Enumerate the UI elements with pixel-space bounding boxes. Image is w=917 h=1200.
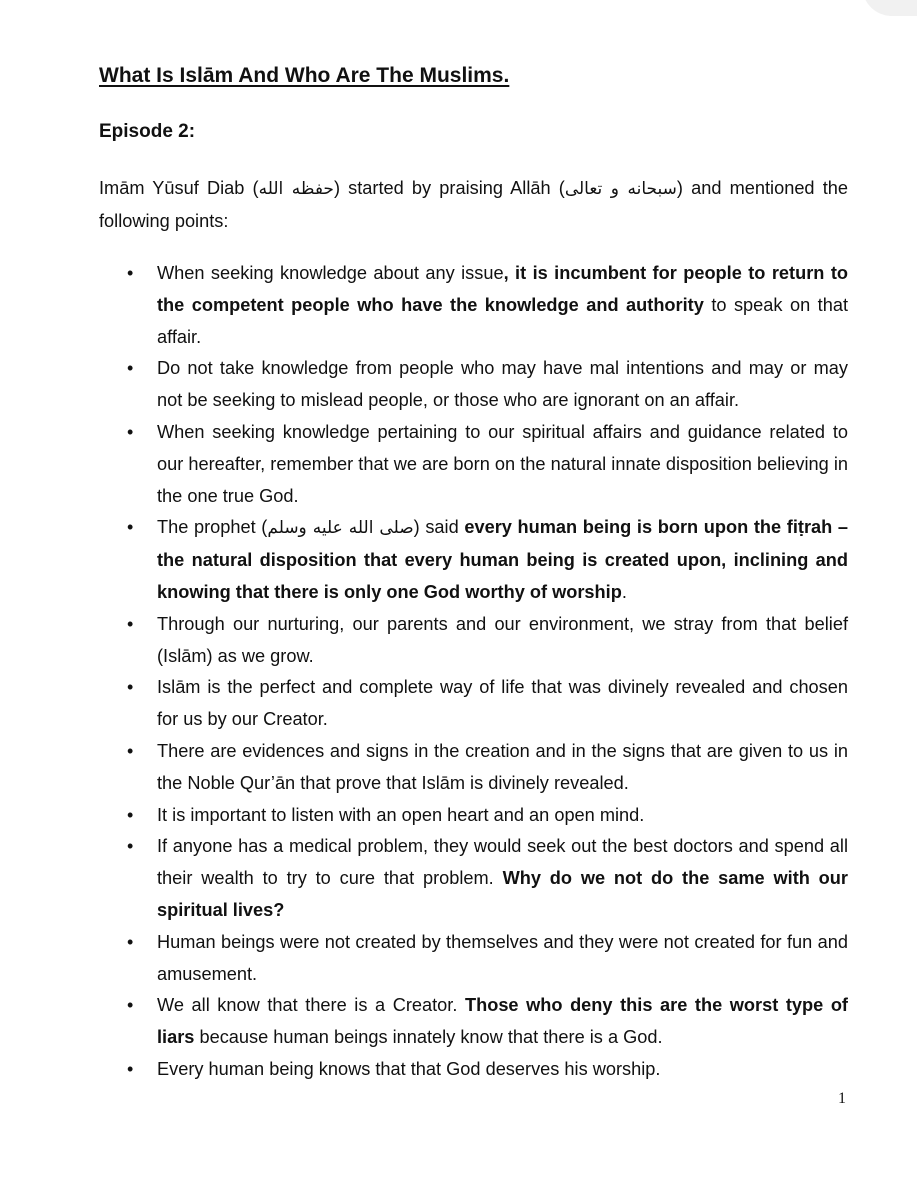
intro-paragraph: [99, 173, 848, 237]
list-item: • When seeking knowledge pertaining to our spiritual affairs and guidance related to our hereafter, remember that we are born on the natural innate disposition believing in the one true God.: [157, 417, 848, 512]
arabic-honorific: حفظه الله: [258, 179, 334, 199]
episode-heading: Episode 2:: [99, 121, 196, 142]
list-item: • Human beings were not created by themselves and they were not created for fun and amusement.: [157, 927, 848, 991]
list-item: • Through our nurturing, our parents and our environment, we stray from that belief (Islām) as we grow.: [157, 609, 848, 673]
list-item: • It is important to listen with an open heart and an open mind.: [157, 800, 848, 832]
list-item: • Every human being knows that that God deserves his worship.: [157, 1054, 848, 1086]
list-item: • We all know that there is a Creator. Those who deny this are the worst type of liars because human beings innately know that there is a God.: [157, 990, 848, 1054]
list-item: • If anyone has a medical problem, they would seek out the best doctors and spend all their wealth to try to cure that problem. Why do we not do the same with our spiritual lives?: [157, 831, 848, 926]
list-item: • There are evidences and signs in the creation and in the signs that are given to us in the Noble Qur’ān that prove that Islām is divinely revealed.: [157, 736, 848, 800]
corner-button[interactable]: [862, 0, 917, 16]
intro-text: ) and mentioned the following points:: [99, 178, 848, 231]
points-list: [0, 258, 917, 1086]
list-item: • The prophet (صلى الله عليه وسلم) said every human being is born upon the fiṭrah – the natural disposition that every human being is created upon, inclining and knowing that there is only one God worthy of worship.: [157, 512, 848, 608]
intro-text: Imām Yūsuf Diab (: [99, 178, 259, 198]
page-number: 1: [838, 1090, 846, 1107]
arabic-glorification: سبحانه و تعالى: [564, 179, 677, 199]
list-item: • Do not take knowledge from people who may have mal intentions and may or may not be seeking to mislead people, or those who are ignorant on an affair.: [157, 353, 848, 417]
document-title: What Is Islām And Who Are The Muslims.: [99, 64, 510, 87]
arabic-salutation: صلى الله عليه وسلم: [267, 518, 414, 539]
intro-text: ) started by praising Allāh (: [333, 178, 565, 198]
list-item: • When seeking knowledge about any issue, it is incumbent for people to return to the competent people who have the knowledge and authority to speak on that affair.: [157, 258, 848, 353]
list-item: • Islām is the perfect and complete way of life that was divinely revealed and chosen for us by our Creator.: [157, 672, 848, 736]
